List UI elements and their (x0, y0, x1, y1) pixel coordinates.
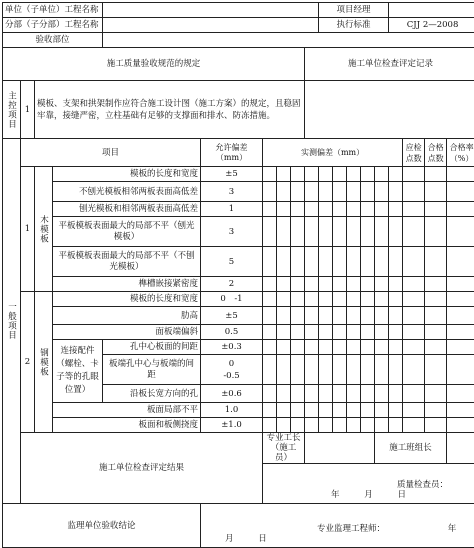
measurement-cell[interactable] (333, 418, 347, 433)
measurement-cell[interactable] (347, 182, 361, 202)
measurement-cell[interactable] (333, 385, 347, 403)
measurement-cell[interactable] (375, 217, 389, 247)
measurement-cell[interactable] (375, 202, 389, 217)
measurement-cell[interactable] (305, 202, 319, 217)
measurement-cell[interactable] (277, 325, 291, 340)
table-row-item: 模板的长度和宽度 (53, 292, 201, 307)
measurement-cell[interactable] (375, 385, 389, 403)
measurement-cell[interactable] (319, 247, 333, 277)
inspector-label: 质量检查员： (397, 480, 449, 490)
tolerance-cell: 0.5 (201, 325, 263, 340)
measurement-cell[interactable] (403, 307, 425, 325)
form-table (2, 2, 474, 548)
measurement-cell[interactable] (263, 202, 277, 217)
measurement-cell[interactable] (425, 403, 447, 418)
measurement-cell[interactable] (277, 292, 291, 307)
measurement-cell[interactable] (319, 385, 333, 403)
measurement-cell[interactable] (347, 167, 361, 182)
measurement-cell[interactable] (263, 292, 277, 307)
measurement-cell[interactable] (389, 292, 403, 307)
measurement-cell[interactable] (425, 325, 447, 340)
inspector-signature[interactable] (263, 464, 474, 504)
table-row-item: 模板的长度和宽度 (53, 167, 201, 182)
measurement-cell[interactable] (361, 167, 375, 182)
measurement-cell[interactable] (375, 247, 389, 277)
measurement-cell[interactable] (319, 217, 333, 247)
measurement-cell[interactable] (403, 217, 425, 247)
measurement-cell[interactable] (305, 355, 319, 385)
measurement-cell[interactable] (375, 325, 389, 340)
tolerance-cell: 3 (201, 217, 263, 247)
measurement-cell[interactable] (447, 403, 474, 418)
general-section-label: 一般项目 (3, 139, 21, 504)
measurement-cell[interactable] (347, 403, 361, 418)
wood-label: 木模板 (35, 167, 53, 292)
measurement-cell[interactable] (319, 403, 333, 418)
measurement-cell[interactable] (425, 247, 447, 277)
measurement-cell[interactable] (263, 385, 277, 403)
year-label: 年 (331, 490, 340, 500)
measurement-cell[interactable] (305, 167, 319, 182)
measurement-cell[interactable] (263, 217, 277, 247)
year-label: 年 (447, 524, 457, 534)
measurement-cell[interactable] (403, 277, 425, 292)
spec-header: 施工质量验收规范的规定 (3, 48, 305, 81)
main-control-text: 模板、支架和拱架制作应符合施工设计图（施工方案）的规定，且稳固牢靠，接缝严密，立柱基础有足够的支撑面和排水、防冻措施。 (35, 81, 305, 139)
table-row-item: 板端孔中心与板端的间距 (103, 355, 201, 385)
supervisor-label: 专业监理工程师： (317, 524, 386, 534)
tolerance-cell: 1.0 (201, 403, 263, 418)
measurement-cell[interactable] (319, 325, 333, 340)
measurement-cell[interactable] (403, 247, 425, 277)
measurement-cell[interactable] (333, 277, 347, 292)
measurement-cell[interactable] (333, 217, 347, 247)
measurement-cell[interactable] (403, 403, 425, 418)
measurement-cell[interactable] (291, 355, 305, 385)
measurement-cell[interactable] (403, 385, 425, 403)
tolerance-cell: 0 -0.5 (201, 355, 263, 385)
measurement-cell[interactable] (333, 307, 347, 325)
measurement-cell[interactable] (447, 247, 474, 277)
team-leader-value[interactable] (447, 433, 474, 464)
measurement-cell[interactable] (319, 340, 333, 355)
measurement-cell[interactable] (403, 182, 425, 202)
measurement-cell[interactable] (425, 307, 447, 325)
measurement-cell[interactable] (425, 182, 447, 202)
measurement-cell[interactable] (447, 355, 474, 385)
table-row-item: 榫槽嵌接紧密度 (53, 277, 201, 292)
supervisor-signature[interactable] (201, 504, 474, 548)
measurement-cell[interactable] (447, 217, 474, 247)
foreman-value[interactable] (305, 433, 375, 464)
measurement-cell[interactable] (361, 182, 375, 202)
tolerance-cell: 5 (201, 247, 263, 277)
measurement-cell[interactable] (263, 403, 277, 418)
measurement-cell[interactable] (291, 385, 305, 403)
table-row-item: 面板端偏斜 (53, 325, 201, 340)
measurement-cell[interactable] (277, 307, 291, 325)
measurement-cell[interactable] (389, 217, 403, 247)
measurement-cell[interactable] (389, 167, 403, 182)
measurement-cell[interactable] (291, 182, 305, 202)
connector-label: 连接配件（螺栓、卡子等的孔眼位置） (53, 340, 103, 403)
measurement-cell[interactable] (425, 217, 447, 247)
measurement-cell[interactable] (375, 167, 389, 182)
wood-number: 1 (21, 167, 35, 292)
month-label: 月 (225, 534, 234, 544)
measurement-cell[interactable] (375, 292, 389, 307)
measurement-cell[interactable] (277, 277, 291, 292)
measurement-cell[interactable] (305, 292, 319, 307)
measurement-cell[interactable] (305, 418, 319, 433)
acceptance-part-label: 验收部位 (3, 33, 103, 48)
measurement-cell[interactable] (361, 340, 375, 355)
measurement-cell[interactable] (361, 307, 375, 325)
measurement-cell[interactable] (263, 340, 277, 355)
measurement-cell[interactable] (263, 355, 277, 385)
table-row-item: 不刨光模板相邻两板表面高低差 (53, 182, 201, 202)
measurement-cell[interactable] (347, 340, 361, 355)
col-tolerance: 允许偏差（mm） (201, 139, 263, 167)
measurement-cell[interactable] (375, 340, 389, 355)
measurement-cell[interactable] (389, 403, 403, 418)
measurement-cell[interactable] (425, 418, 447, 433)
measurement-cell[interactable] (425, 340, 447, 355)
day-label: 日 (258, 534, 267, 544)
measurement-cell[interactable] (305, 247, 319, 277)
measurement-cell[interactable] (403, 292, 425, 307)
measurement-cell[interactable] (305, 385, 319, 403)
measurement-cell[interactable] (361, 385, 375, 403)
measurement-cell[interactable] (425, 277, 447, 292)
measurement-cell[interactable] (291, 217, 305, 247)
acceptance-part-value[interactable] (103, 33, 474, 48)
measurement-cell[interactable] (403, 355, 425, 385)
table-row-item: 平板模板表面最大的局部不平（不刨光模板） (53, 247, 201, 277)
tolerance-cell: ±5 (201, 307, 263, 325)
measurement-cell[interactable] (375, 355, 389, 385)
col-pass-points: 合格点数 (425, 139, 447, 167)
measurement-cell[interactable] (375, 277, 389, 292)
main-control-label: 主控项目 (3, 81, 21, 139)
measurement-cell[interactable] (447, 340, 474, 355)
measurement-cell[interactable] (447, 292, 474, 307)
foreman-label: 专业工长（施工员） (263, 433, 305, 464)
measurement-cell[interactable] (361, 202, 375, 217)
measurement-cell[interactable] (319, 418, 333, 433)
project-manager-value[interactable] (389, 3, 474, 18)
measurement-cell[interactable] (347, 292, 361, 307)
measurement-cell[interactable] (291, 277, 305, 292)
measurement-cell[interactable] (277, 418, 291, 433)
table-row-item: 板面局部不平 (53, 403, 201, 418)
measurement-cell[interactable] (277, 217, 291, 247)
measurement-cell[interactable] (361, 217, 375, 247)
measurement-cell[interactable] (277, 355, 291, 385)
col-check-points: 应检点数 (403, 139, 425, 167)
measurement-cell[interactable] (347, 355, 361, 385)
measurement-cell[interactable] (263, 277, 277, 292)
measurement-cell[interactable] (425, 385, 447, 403)
measurement-cell[interactable] (319, 202, 333, 217)
table-row-item: 刨光模板和相邻两板表面高低差 (53, 202, 201, 217)
measurement-cell[interactable] (447, 307, 474, 325)
measurement-cell[interactable] (447, 167, 474, 182)
tolerance-cell: 2 (201, 277, 263, 292)
measurement-cell[interactable] (375, 418, 389, 433)
measurement-cell[interactable] (333, 355, 347, 385)
table-row-item: 孔中心板面的间距 (103, 340, 201, 355)
measurement-cell[interactable] (347, 202, 361, 217)
measurement-cell[interactable] (347, 217, 361, 247)
measurement-cell[interactable] (389, 277, 403, 292)
measurement-cell[interactable] (347, 277, 361, 292)
project-manager-label: 项目经理 (319, 3, 389, 18)
measurement-cell[interactable] (263, 167, 277, 182)
measurement-cell[interactable] (347, 307, 361, 325)
measurement-cell[interactable] (447, 385, 474, 403)
measurement-cell[interactable] (447, 182, 474, 202)
measurement-cell[interactable] (333, 247, 347, 277)
measurement-cell[interactable] (291, 247, 305, 277)
day-label: 日 (397, 490, 406, 500)
measurement-cell[interactable] (263, 247, 277, 277)
measurement-cell[interactable] (403, 340, 425, 355)
col-measured: 实测偏差（mm） (263, 139, 403, 167)
measurement-cell[interactable] (425, 355, 447, 385)
measurement-cell[interactable] (403, 325, 425, 340)
measurement-cell[interactable] (277, 182, 291, 202)
supervision-label: 监理单位验收结论 (3, 504, 201, 548)
measurement-cell[interactable] (333, 292, 347, 307)
table-row-item: 板面和板侧挠度 (53, 418, 201, 433)
tolerance-cell: 0 -1 (201, 292, 263, 307)
measurement-cell[interactable] (263, 418, 277, 433)
measurement-cell[interactable] (319, 307, 333, 325)
measurement-cell[interactable] (277, 340, 291, 355)
month-label: 月 (364, 490, 373, 500)
measurement-cell[interactable] (375, 403, 389, 418)
measurement-cell[interactable] (305, 307, 319, 325)
unit-project-label: 单位（子单位）工程名称 (3, 3, 103, 18)
measurement-cell[interactable] (305, 325, 319, 340)
tolerance-cell: ±5 (201, 167, 263, 182)
measurement-cell[interactable] (263, 307, 277, 325)
measurement-cell[interactable] (347, 247, 361, 277)
measurement-cell[interactable] (319, 277, 333, 292)
measurement-cell[interactable] (291, 325, 305, 340)
steel-label: 钢模板 (35, 292, 53, 433)
tolerance-cell: ±1.0 (201, 418, 263, 433)
sub-project-label: 分部（子分部）工程名称 (3, 18, 103, 33)
main-control-record[interactable] (305, 81, 474, 139)
measurement-cell[interactable] (305, 182, 319, 202)
measurement-cell[interactable] (425, 292, 447, 307)
measurement-cell[interactable] (277, 385, 291, 403)
measurement-cell[interactable] (361, 418, 375, 433)
measurement-cell[interactable] (403, 167, 425, 182)
measurement-cell[interactable] (447, 277, 474, 292)
measurement-cell[interactable] (277, 202, 291, 217)
measurement-cell[interactable] (291, 340, 305, 355)
measurement-cell[interactable] (347, 385, 361, 403)
measurement-cell[interactable] (447, 202, 474, 217)
measurement-cell[interactable] (361, 292, 375, 307)
measurement-cell[interactable] (389, 340, 403, 355)
measurement-cell[interactable] (333, 182, 347, 202)
main-control-number: 1 (21, 81, 35, 139)
col-item: 项目 (21, 139, 201, 167)
unit-project-value[interactable] (103, 3, 319, 18)
measurement-cell[interactable] (305, 340, 319, 355)
measurement-cell[interactable] (291, 403, 305, 418)
measurement-cell[interactable] (305, 277, 319, 292)
measurement-cell[interactable] (277, 403, 291, 418)
measurement-cell[interactable] (403, 418, 425, 433)
standard-label: 执行标准 (319, 18, 389, 33)
standard-value: CJJ 2—2008 (389, 18, 474, 33)
sub-project-value[interactable] (103, 18, 319, 33)
team-leader-label: 施工班组长 (375, 433, 447, 464)
measurement-cell[interactable] (291, 202, 305, 217)
tolerance-cell: ±0.3 (201, 340, 263, 355)
table-row-item: 沿板长宽方向的孔 (103, 385, 201, 403)
measurement-cell[interactable] (291, 167, 305, 182)
measurement-cell[interactable] (291, 418, 305, 433)
measurement-cell[interactable] (305, 217, 319, 247)
measurement-cell[interactable] (319, 355, 333, 385)
measurement-cell[interactable] (277, 247, 291, 277)
measurement-cell[interactable] (333, 325, 347, 340)
measurement-cell[interactable] (333, 340, 347, 355)
measurement-cell[interactable] (375, 182, 389, 202)
measurement-cell[interactable] (305, 403, 319, 418)
measurement-cell[interactable] (389, 385, 403, 403)
tolerance-cell: ±0.6 (201, 385, 263, 403)
measurement-cell[interactable] (361, 277, 375, 292)
measurement-cell[interactable] (277, 167, 291, 182)
measurement-cell[interactable] (319, 182, 333, 202)
measurement-cell[interactable] (361, 325, 375, 340)
tolerance-cell: 3 (201, 182, 263, 202)
measurement-cell[interactable] (425, 202, 447, 217)
measurement-cell[interactable] (375, 307, 389, 325)
steel-number: 2 (21, 292, 35, 433)
measurement-cell[interactable] (389, 247, 403, 277)
measurement-cell[interactable] (361, 355, 375, 385)
col-pass-rate: 合格率（%） (447, 139, 474, 167)
tolerance-cell: 1 (201, 202, 263, 217)
measurement-cell[interactable] (389, 418, 403, 433)
measurement-cell[interactable] (347, 418, 361, 433)
measurement-cell[interactable] (333, 167, 347, 182)
table-row-item: 平板模板表面最大的局部不平（刨光模板） (53, 217, 201, 247)
measurement-cell[interactable] (263, 325, 277, 340)
measurement-cell[interactable] (389, 325, 403, 340)
measurement-cell[interactable] (447, 325, 474, 340)
measurement-cell[interactable] (389, 355, 403, 385)
measurement-cell[interactable] (361, 403, 375, 418)
measurement-cell[interactable] (361, 247, 375, 277)
measurement-cell[interactable] (347, 325, 361, 340)
measurement-cell[interactable] (319, 292, 333, 307)
record-header: 施工单位检查评定记录 (305, 48, 474, 81)
measurement-cell[interactable] (263, 182, 277, 202)
measurement-cell[interactable] (403, 202, 425, 217)
measurement-cell[interactable] (319, 167, 333, 182)
measurement-cell[interactable] (291, 292, 305, 307)
measurement-cell[interactable] (389, 202, 403, 217)
measurement-cell[interactable] (333, 403, 347, 418)
measurement-cell[interactable] (291, 307, 305, 325)
construction-eval-label: 施工单位检查评定结果 (21, 433, 263, 504)
measurement-cell[interactable] (425, 167, 447, 182)
measurement-cell[interactable] (389, 182, 403, 202)
measurement-cell[interactable] (333, 202, 347, 217)
table-row-item: 肋高 (53, 307, 201, 325)
measurement-cell[interactable] (389, 307, 403, 325)
measurement-cell[interactable] (447, 418, 474, 433)
